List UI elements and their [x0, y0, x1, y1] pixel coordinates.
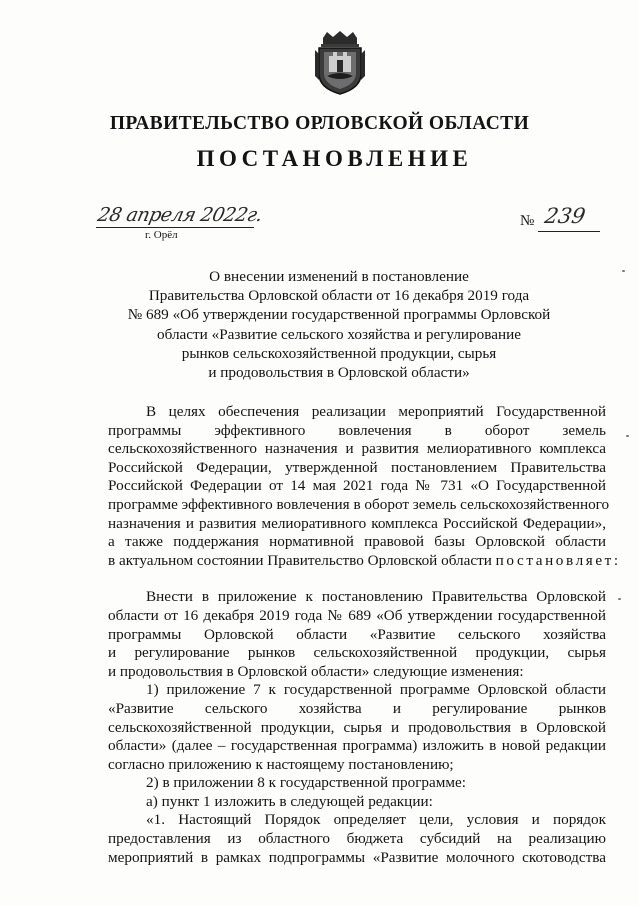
coat-of-arms-icon	[313, 30, 367, 96]
item1-line: сельскохозяйственной продукции, сырья и продовольствия в Орловской	[108, 718, 606, 736]
number-label: №	[520, 213, 535, 229]
subject-line: № 689 «Об утверждении государственной программы Орловской	[127, 306, 551, 324]
date-underline	[96, 227, 254, 228]
quote-line: «1. Настоящий Порядок определяет цели, условия и порядок	[146, 811, 606, 829]
scan-speck	[622, 270, 625, 272]
preamble-line: а также поддержания нормативной правовой базы Орловской области	[108, 533, 606, 551]
intro-line: Внести в приложение к постановлению Правительства Орловской	[146, 588, 606, 606]
resolves-word: постановляет:	[495, 551, 621, 569]
preamble-line: сельскохозяйственного назначения и развития мелиоративного комплекса	[108, 440, 606, 458]
preamble-line: программе эффективного вовлечения в оборот земель сельскохозяйственного	[108, 495, 610, 513]
document-type-title: ПОСТАНОВЛЕНИЕ	[196, 146, 473, 171]
quote-line: мероприятий в рамках подпрограммы «Развитие молочного скотоводства	[108, 848, 606, 866]
handwritten-number: 239	[542, 204, 588, 228]
subject-line: и продовольствия в Орловской области»	[208, 364, 470, 382]
subject-line: рынков сельскохозяйственной продукции, сырья	[181, 344, 497, 362]
scan-speck	[618, 598, 621, 600]
document-subject	[120, 267, 558, 382]
document-body	[108, 403, 621, 867]
item1-line: «Развитие сельского хозяйства и регулирование рынков	[108, 699, 606, 717]
preamble-last-line	[108, 551, 621, 571]
city-label: г. Орёл	[145, 229, 178, 241]
intro-line: и регулирование рынков сельскохозяйственной продукции, сырья	[108, 644, 606, 662]
item1-line: согласно приложению к настоящему постановлению;	[108, 755, 454, 773]
paragraph-gap	[108, 570, 606, 588]
number-underline	[538, 231, 600, 232]
item2-line: 2) в приложении 8 к государственной программе:	[146, 774, 466, 792]
preamble-line: назначения и развития мелиоративного комплекса Российской Федерации»,	[108, 514, 606, 532]
intro-line: и продовольствия в Орловской области» следующие изменения:	[108, 662, 524, 680]
handwritten-date: 28 апреля 2022г.	[95, 204, 265, 226]
subject-line: области «Развитие сельского хозяйства и регулирование	[157, 325, 521, 343]
item1-line: области» (далее – государственная программа) изложить в новой редакции	[108, 737, 606, 755]
preamble-line: Российской Федерации от 14 мая 2021 года № 731 «О Государственной	[108, 477, 606, 495]
subject-line: Правительства Орловской области от 16 декабря 2019 года	[148, 287, 530, 305]
quote-line: предоставления из областного бюджета субсидий на реализацию	[108, 830, 606, 848]
scan-speck	[626, 435, 629, 437]
preamble-line: Российской Федерации, утвержденной постановлением Правительства	[108, 458, 606, 476]
subject-line: О внесении изменений в постановление	[209, 268, 469, 285]
intro-line: программы Орловской области «Развитие сельского хозяйства	[108, 625, 606, 643]
item2a-line: а) пункт 1 изложить в следующей редакции:	[146, 792, 433, 810]
preamble-line: программы эффективного вовлечения в оборот земель	[108, 421, 606, 439]
item1-line: 1) приложение 7 к государственной программе Орловской области	[146, 681, 606, 699]
preamble-line-text: в актуальном состоянии Правительство Орловской области	[108, 551, 496, 569]
organization-name: ПРАВИТЕЛЬСТВО ОРЛОВСКОЙ ОБЛАСТИ	[109, 113, 530, 134]
preamble-line: В целях обеспечения реализации мероприятий Государственной	[146, 403, 606, 420]
intro-line: области от 16 декабря 2019 года № 689 «Об утверждении государственной	[108, 606, 606, 624]
